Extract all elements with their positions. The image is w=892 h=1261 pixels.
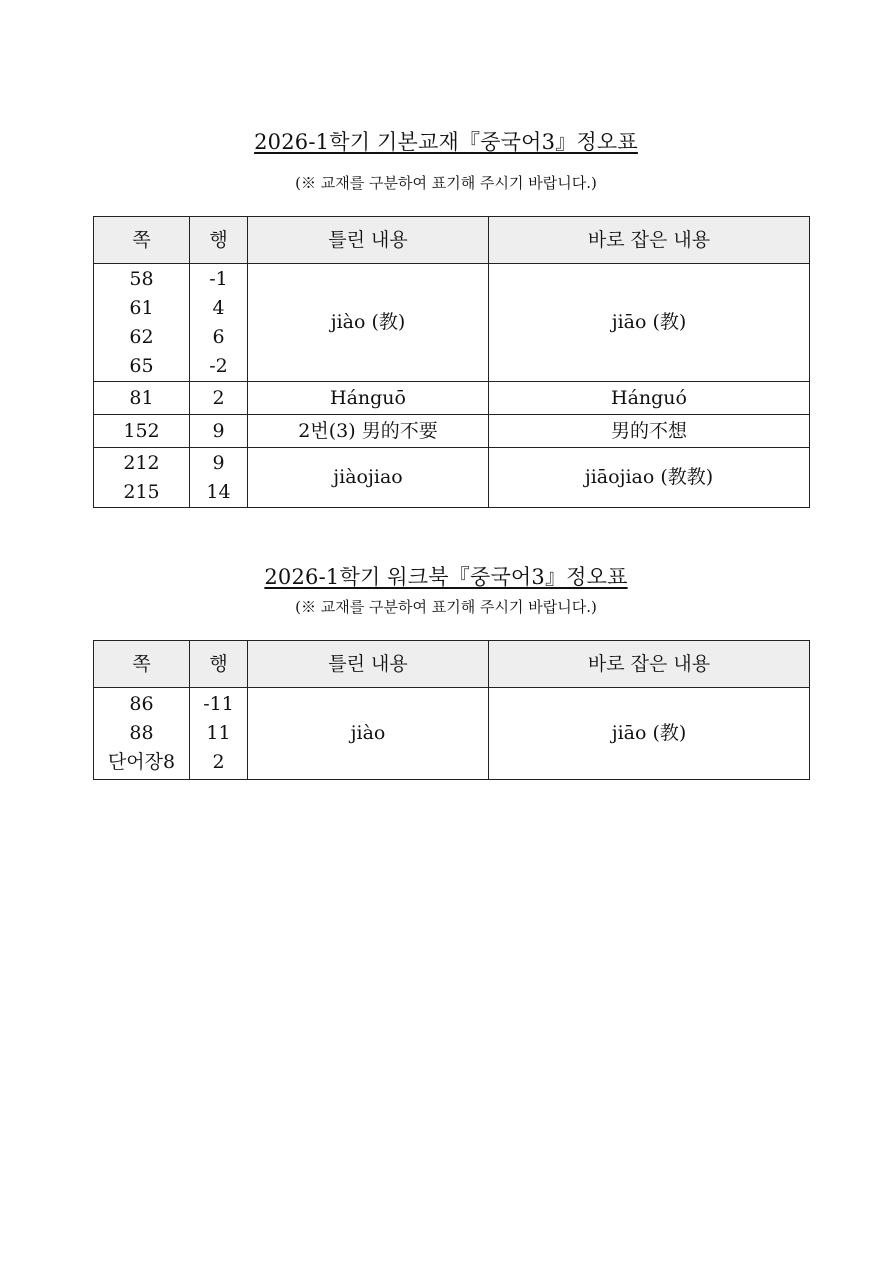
line-cell <box>190 688 248 780</box>
wrong-text: jiàojiao <box>248 448 489 508</box>
table-row <box>94 448 810 508</box>
line-cell <box>190 264 248 382</box>
line-number: 2 <box>212 751 225 773</box>
wrong-text: Hánguō <box>248 382 489 415</box>
correct-text: jiāo (教) <box>489 264 810 382</box>
header-correct: 바로 잡은 내용 <box>489 217 810 264</box>
wrong-text: jiào (教) <box>248 264 489 382</box>
header-correct: 바로 잡은 내용 <box>489 641 810 688</box>
page-cell <box>94 688 190 780</box>
page-number: 단어장8 <box>107 751 176 773</box>
header-wrong: 틀린 내용 <box>248 217 489 264</box>
page-number: 86 <box>129 693 154 715</box>
page-cell <box>94 264 190 382</box>
wrong-text: 2번(3) 男的不要 <box>248 415 489 448</box>
header-page: 쪽 <box>94 641 190 688</box>
table-row <box>94 264 810 382</box>
line-number: 6 <box>212 325 225 348</box>
header-page: 쪽 <box>94 217 190 264</box>
page-number: 81 <box>94 382 190 415</box>
table-row <box>94 382 810 415</box>
textbook-errata-title: 2026-1학기 기본교재『중국어3』정오표 <box>254 130 638 154</box>
textbook-errata-table <box>93 216 810 508</box>
line-number: -11 <box>203 693 234 715</box>
header-line: 행 <box>190 217 248 264</box>
line-number: 2 <box>190 382 248 415</box>
line-cell <box>190 448 248 508</box>
page-number: 65 <box>129 354 154 377</box>
line-number: 4 <box>212 296 225 319</box>
workbook-errata-note: (※ 교재를 구분하여 표기해 주시기 바랍니다.) <box>295 598 597 616</box>
page-number: 62 <box>129 325 154 348</box>
table-row <box>94 688 810 780</box>
correct-text: 男的不想 <box>489 415 810 448</box>
table-header-row <box>94 217 810 264</box>
page-number: 88 <box>129 722 154 744</box>
textbook-errata-note: (※ 교재를 구분하여 표기해 주시기 바랍니다.) <box>295 174 597 192</box>
header-line: 행 <box>190 641 248 688</box>
line-number: 9 <box>190 415 248 448</box>
correct-text: jiāo (教) <box>489 688 810 780</box>
table-header-row <box>94 641 810 688</box>
correct-text: jiāojiao (教教) <box>489 448 810 508</box>
page-number: 212 <box>123 451 160 474</box>
header-wrong: 틀린 내용 <box>248 641 489 688</box>
page-cell <box>94 448 190 508</box>
line-number: 14 <box>206 480 231 503</box>
page-number: 58 <box>129 267 154 290</box>
line-number: 11 <box>206 722 231 744</box>
wrong-text: jiào <box>248 688 489 780</box>
page-number: 61 <box>129 296 154 319</box>
workbook-errata-table <box>93 640 810 780</box>
page-number: 152 <box>94 415 190 448</box>
line-number: -2 <box>209 354 228 377</box>
correct-text: Hánguó <box>489 382 810 415</box>
table-row <box>94 415 810 448</box>
line-number: -1 <box>209 267 228 290</box>
workbook-errata-title: 2026-1학기 워크북『중국어3』정오표 <box>264 565 628 589</box>
page-number: 215 <box>123 480 160 503</box>
line-number: 9 <box>212 451 225 474</box>
